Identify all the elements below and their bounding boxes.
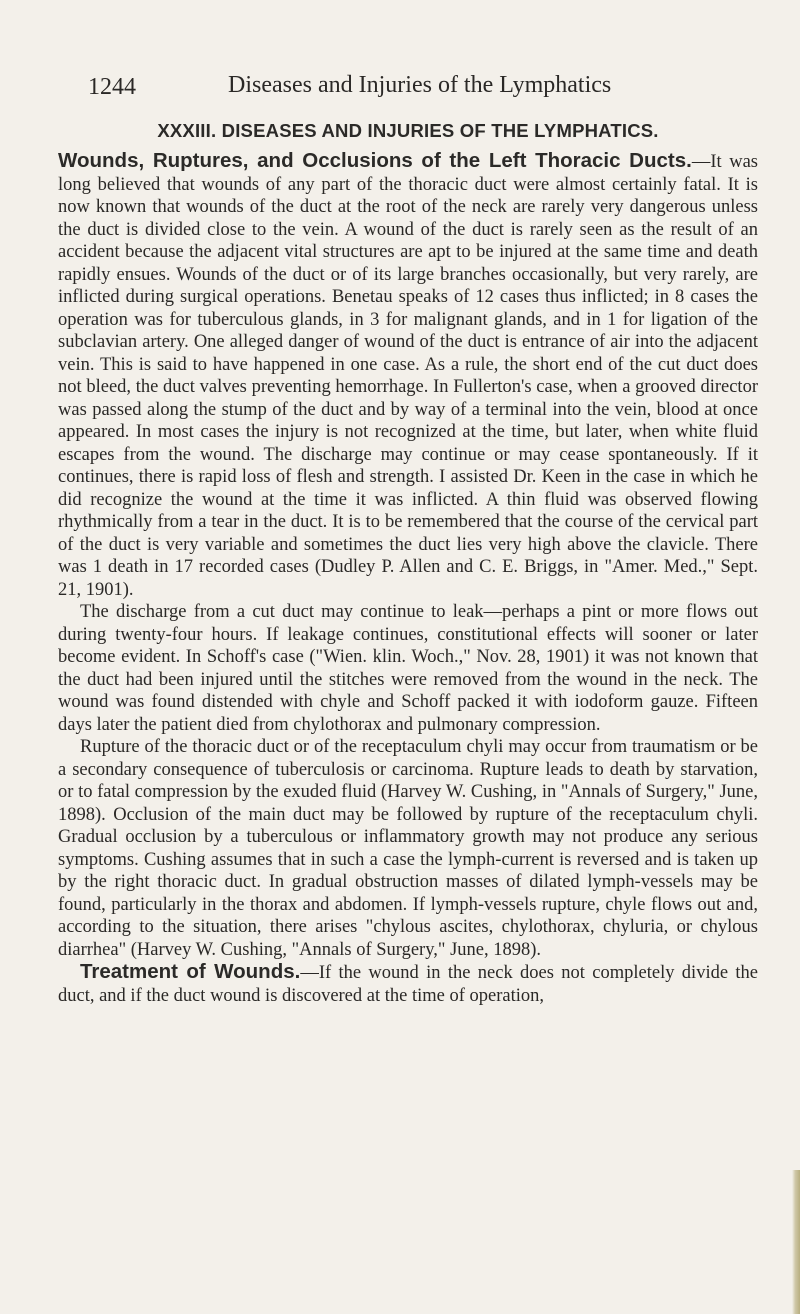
paragraph bbox=[58, 961, 758, 1007]
paragraph: The discharge from a cut duct may continue to leak—perhaps a pint or more flows out during twenty-four hours. If leakage continues, constitutional effects will sooner or later become evident. In Schoff's case ("Wien. klin. Woch.," Nov. 28, 1901) it was not known that the duct had been injured until the stitches were removed from the wound in the neck. The wound was found distended with chyle and Schoff packed it with iodoform gauze. Fifteen days later the patient died from chylothorax and pulmonary compression. bbox=[58, 602, 758, 735]
section-heading-treatment: Treatment of Wounds. bbox=[80, 960, 301, 983]
body-text bbox=[58, 150, 758, 1007]
page-number: 1244 bbox=[88, 74, 136, 100]
section-heading-wounds: Wounds, Ruptures, and Occlusions of the Left Thoracic Ducts. bbox=[58, 149, 692, 172]
paragraph-text: —It was long believed that wounds of any part of the thoracic duct were almost certainly fatal. It is now known that wounds of the duct at the root of the neck are rarely very dangerous unless the duct is divided close to the vein. A wound of the duct is rarely seen as the result of an accident because the adjacent vital structures are apt to be injured at the same time and death rapidly ensues. Wounds of the duct or of its large branches occasionally, but very rarely, are inflicted during surgical operations. Benetau speaks of 12 cases thus inflicted; in 8 cases the operation was for tuberculous glands, in 3 for malignant glands, and in 1 for ligation of the subclavian artery. One alleged danger of wound of the duct is entrance of air into the adjacent vein. This is said to have happened in one case. As a rule, the short end of the cut duct does not bleed, the duct valves preventing hemorrhage. In Fullerton's case, when a grooved director was passed along the stump of the duct and by way of a terminal into the vein, blood at once appeared. In most cases the injury is not recognized at the time, but later, when white fluid escapes from the wound. The discharge may continue or may cease spontaneously. If it continues, there is rapid loss of flesh and strength. I assisted Dr. Keen in the case in which he did recognize the wound at the time it was inflicted. A thin fluid was observed flowing rhythmically from a tear in the duct. It is to be remembered that the course of the cervical part of the duct is very variable and sometimes the duct lies very high above the clavicle. There was 1 death in 17 recorded cases (Dudley P. Allen and C. E. Briggs, in "Amer. Med.," Sept. 21, 1901). bbox=[58, 152, 758, 600]
page-edge-shadow bbox=[792, 1170, 800, 1314]
paragraph bbox=[58, 150, 758, 601]
running-title: Diseases and Injuries of the Lymphatics bbox=[228, 72, 612, 98]
paragraph-text: —If the wound in the neck does not completely divide the duct, and if the duct wound is discovered at the time of operation, bbox=[58, 963, 758, 1006]
running-header bbox=[88, 72, 728, 108]
chapter-heading: XXXIII. DISEASES AND INJURIES OF THE LYMPHATICS. bbox=[157, 120, 659, 141]
paragraph: Rupture of the thoracic duct or of the receptaculum chyli may occur from traumatism or be a secondary consequence of tuberculosis or carcinoma. Rupture leads to death by starvation, or to fatal compression by the exuded fluid (Harvey W. Cushing, in "Annals of Surgery," June, 1898). Occlusion of the main duct may be followed by rupture of the receptaculum chyli. Gradual occlusion by a tuberculous or inflammatory growth may not produce any serious symptoms. Cushing assumes that in such a case the lymph-current is reversed and is taken up by the right thoracic duct. In gradual obstruction masses of dilated lymph-vessels may be found, particularly in the thorax and abdomen. If lymph-vessels rupture, chyle flows out and, according to the situation, there arises "chylous ascites, chylothorax, chyluria, or chylous diarrhea" (Harvey W. Cushing, "Annals of Surgery," June, 1898). bbox=[58, 737, 758, 960]
